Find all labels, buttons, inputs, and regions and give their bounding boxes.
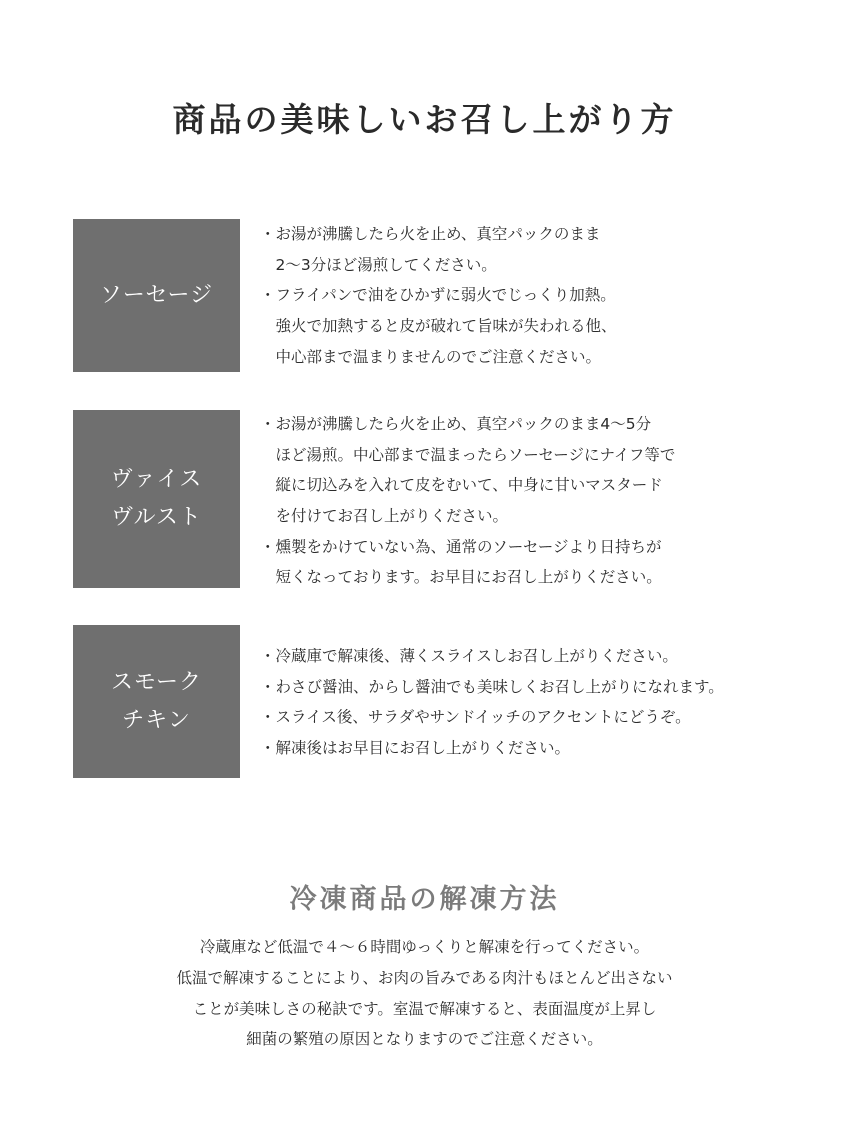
product-name-line: ヴルスト [111,505,202,530]
product-name-line: スモーク [110,669,203,695]
product-instructions-smoked-chicken [260,641,840,764]
thaw-line: 低温で解凍することにより、お肉の旨みである肉汁もほとんど出さない [176,968,673,987]
product-label-smoked-chicken [73,625,240,778]
thaw-line: 細菌の繁殖の原因となりますのでご注意ください。 [246,1030,603,1049]
instruction-line: 2〜3分ほど湯煎してください。 [260,255,497,274]
instruction-line: ・解凍後はお早目にお召し上がりください。 [260,739,571,758]
product-label-sausage [73,219,240,372]
instruction-line: ・お湯が沸騰したら火を止め、真空パックのまま4〜5分 [260,415,652,433]
product-name-line: ヴァイス [110,467,203,492]
instruction-line: ・燻製をかけていない為、通常のソーセージより日持ちが [260,537,662,556]
instruction-line: 短くなっております。お早目にお召し上がりください。 [260,568,662,587]
product-name-line: チキン [122,707,191,733]
instruction-line: 強火で加熱すると皮が破れて旨味が失われる他、 [260,317,617,336]
page-title: 商品の美味しいお召し上がり方 [172,100,677,140]
product-label-weisswurst [73,410,240,588]
product-instructions-sausage [260,219,840,372]
instruction-line: ・お湯が沸騰したら火を止め、真空パックのまま [260,225,601,243]
instruction-line: ・冷蔵庫で解凍後、薄くスライスしお召し上がりください。 [260,647,678,665]
instruction-line: ・フライパンで油をひかずに弱火でじっくり加熱。 [260,286,616,305]
thaw-section-body [0,932,849,1055]
product-name-line: ソーセージ [99,282,214,308]
instruction-line: ほど湯煎。中心部まで温まったらソーセージにナイフ等で [260,445,676,464]
thaw-section-title: 冷凍商品の解凍方法 [289,884,560,916]
product-instructions-weisswurst [260,409,840,593]
instruction-line: ・わさび醤油、からし醤油でも美味しくお召し上がりになれます。 [260,677,724,696]
instruction-line: 縦に切込みを入れて皮をむいて、中身に甘いマスタード [260,476,663,495]
instruction-line: を付けてお召し上がりください。 [260,507,509,526]
thaw-line: 冷蔵庫など低温で４〜６時間ゆっくりと解凍を行ってください。 [199,938,650,956]
instruction-line: 中心部まで温まりませんのでご注意ください。 [260,347,602,366]
instruction-line: ・スライス後、サラダやサンドイッチのアクセントにどうぞ。 [260,708,691,727]
thaw-line: ことが美味しさの秘訣です。室温で解凍すると、表面温度が上昇し [192,999,657,1018]
